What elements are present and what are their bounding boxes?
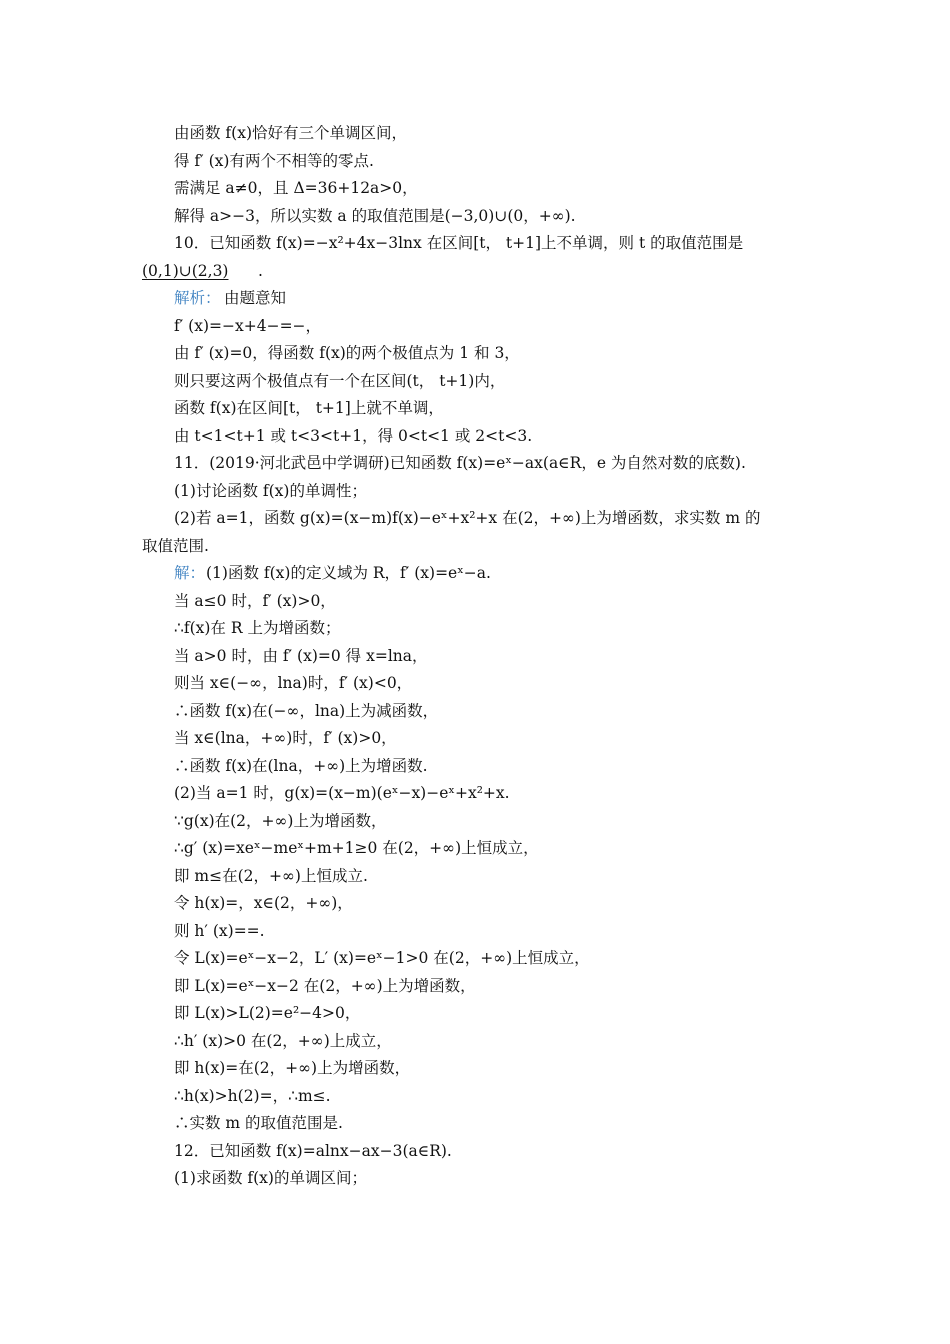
problem-11-statement: 11．(2019·河北武邑中学调研)已知函数 f(x)=eˣ−ax(a∈R，e 为自然对数的底数). bbox=[174, 454, 746, 472]
text-line: 需满足 a≠0，且 Δ=36+12a>0， bbox=[174, 179, 418, 197]
text-line: 由函数 f(x)恰好有三个单调区间， bbox=[174, 124, 408, 142]
text-line: 即 h(x)=在(2，+∞)上为增函数， bbox=[174, 1059, 411, 1077]
text-line: 由 t<1<t+1 或 t<3<t+1，得 0<t<1 或 2<t<3. bbox=[174, 427, 533, 445]
text-line: f′ (x)=−x+4−=−， bbox=[174, 317, 322, 335]
text-line: 当 x∈(lna，+∞)时，f′ (x)>0， bbox=[174, 729, 397, 747]
text-line: (1)求函数 f(x)的单调区间； bbox=[174, 1169, 367, 1187]
text-line: ∴函数 f(x)在(lna，+∞)上为增函数. bbox=[174, 757, 428, 775]
text-line: 当 a≤0 时，f′ (x)>0， bbox=[174, 592, 336, 610]
text-line: ∴g′ (x)=xeˣ−meˣ+m+1≥0 在(2，+∞)上恒成立， bbox=[174, 839, 539, 857]
text-line: 则只要这两个极值点有一个在区间(t， t+1)内， bbox=[174, 372, 506, 390]
text-line: (2)若 a=1，函数 g(x)=(x−m)f(x)−eˣ+x²+x 在(2，+∞)上为增函数，求实数 m 的 bbox=[174, 509, 761, 527]
text-line: 由题意知 bbox=[224, 289, 287, 307]
text-line: 当 a>0 时，由 f′ (x)=0 得 x=lna， bbox=[174, 647, 428, 665]
text-line: 则当 x∈(−∞，lna)时，f′ (x)<0， bbox=[174, 674, 413, 692]
text-line: 即 L(x)=eˣ−x−2 在(2，+∞)上为增函数， bbox=[174, 977, 476, 995]
answer-blank: (0,1)∪(2,3) bbox=[142, 262, 229, 280]
text-line: 得 f′ (x)有两个不相等的零点. bbox=[174, 152, 374, 170]
text-line: . bbox=[258, 262, 263, 280]
problem-10-statement: 10．已知函数 f(x)=−x²+4x−3lnx 在区间[t， t+1]上不单调，则 t 的取值范围是 bbox=[174, 234, 744, 252]
text-line: (1)讨论函数 f(x)的单调性； bbox=[174, 482, 367, 500]
text-line: 由 f′ (x)=0，得函数 f(x)的两个极值点为 1 和 3， bbox=[174, 344, 520, 362]
text-line: ∴f(x)在 R 上为增函数； bbox=[174, 619, 341, 637]
text-line: 函数 f(x)在区间[t， t+1]上就不单调， bbox=[174, 399, 444, 417]
text-line: ∴h(x)>h(2)=，∴m≤. bbox=[174, 1087, 331, 1105]
text-line: 取值范围. bbox=[142, 537, 209, 555]
text-line: ∴函数 f(x)在(−∞，lna)上为减函数， bbox=[174, 702, 439, 720]
text-line: ∵g(x)在(2，+∞)上为增函数， bbox=[174, 812, 387, 830]
text-line: ∴实数 m 的取值范围是. bbox=[174, 1114, 343, 1132]
solution-label: 解： bbox=[174, 564, 206, 582]
text-line: (2)当 a=1 时，g(x)=(x−m)(eˣ−x)−eˣ+x²+x. bbox=[174, 784, 510, 802]
text-line: (1)函数 f(x)的定义域为 R，f′ (x)=eˣ−a. bbox=[206, 564, 491, 582]
text-line: 即 m≤在(2，+∞)上恒成立. bbox=[174, 867, 368, 885]
text-line: 即 L(x)>L(2)=e²−4>0， bbox=[174, 1004, 361, 1022]
text-line: 解得 a>−3，所以实数 a 的取值范围是(−3,0)∪(0，+∞). bbox=[174, 207, 576, 225]
problem-12-statement: 12．已知函数 f(x)=alnx−ax−3(a∈R). bbox=[174, 1142, 452, 1160]
analysis-label: 解析： bbox=[174, 289, 221, 307]
text-line: 则 h′ (x)==. bbox=[174, 922, 265, 940]
text-line: ∴h′ (x)>0 在(2，+∞)上成立， bbox=[174, 1032, 392, 1050]
text-line: 令 h(x)=，x∈(2，+∞)， bbox=[174, 894, 353, 912]
text-line: 令 L(x)=eˣ−x−2，L′ (x)=eˣ−1>0 在(2，+∞)上恒成立， bbox=[174, 949, 590, 967]
